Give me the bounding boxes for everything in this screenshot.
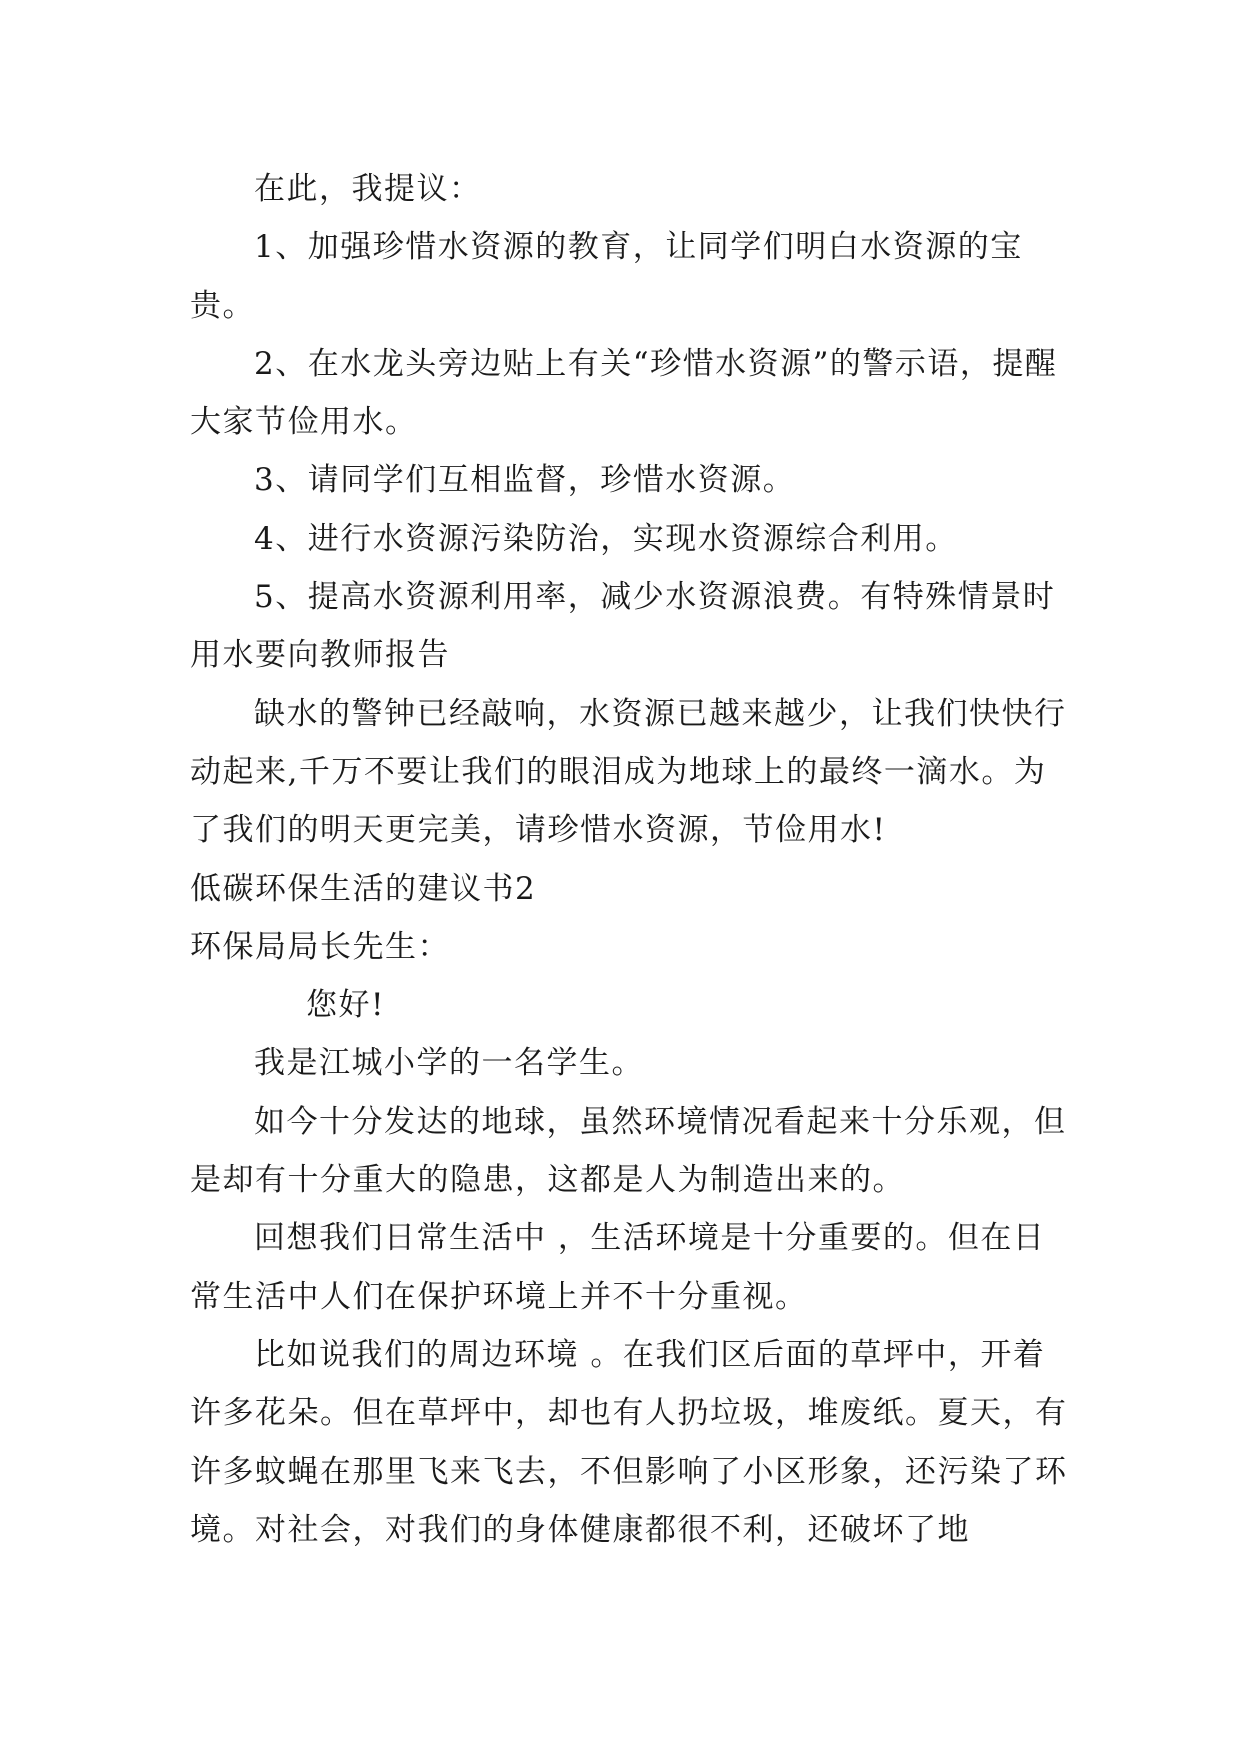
paragraph-proposal-3: 3、请同学们互相监督，珍惜水资源。 [254,462,796,499]
paragraph-earth-situation: 如今十分发达的地球，虽然环境情况看起来十分乐观，但是却有十分重大的隐患，这都是人为制造出来的。 [190,1103,1067,1199]
letter-salutation: 环保局局长先生： [190,928,450,965]
section-title: 低碳环保生活的建议书2 [190,870,537,907]
paragraph-daily-life: 回想我们日常生活中 ，生活环境是十分重要的。但在日常生活中人们在保护环境上并不十分重视。 [190,1220,1046,1315]
paragraph-proposal-1: 1、加强珍惜水资源的教育，让同学们明白水资源的宝贵。 [190,229,1023,324]
paragraph-proposal-4: 4、进行水资源污染防治，实现水资源综合利用。 [254,520,958,557]
paragraph-proposal-intro: 在此，我提议： [254,171,482,207]
paragraph-closing-appeal: 缺水的警钟已经敲响，水资源已越来越少，让我们快快行动起来,千万不要让我们的眼泪成为地球上的最终一滴水。为了我们的明天更完美，请珍惜水资源，节俭用水! [190,695,1067,849]
paragraph-proposal-2: 2、在水龙头旁边贴上有关“珍惜水资源”的警示语，提醒大家节俭用水。 [190,345,1058,441]
paragraph-proposal-5: 5、提高水资源利用率，减少水资源浪费。有特殊情景时用水要向教师报告 [190,579,1056,674]
document-body [190,160,1070,1559]
paragraph-self-intro: 我是江城小学的一名学生。 [254,1045,644,1082]
letter-greeting: 您好! [306,987,385,1024]
paragraph-surroundings: 比如说我们的周边环境 。在我们区后面的草坪中，开着许多花朵。但在草坪中，却也有人扔垃圾，堆废纸。夏天，有许多蚊蝇在那里飞来飞去，不但影响了小区形象，还污染了环境。对社会，对我们的身体健康都很不利，还破坏了地 [190,1336,1068,1548]
